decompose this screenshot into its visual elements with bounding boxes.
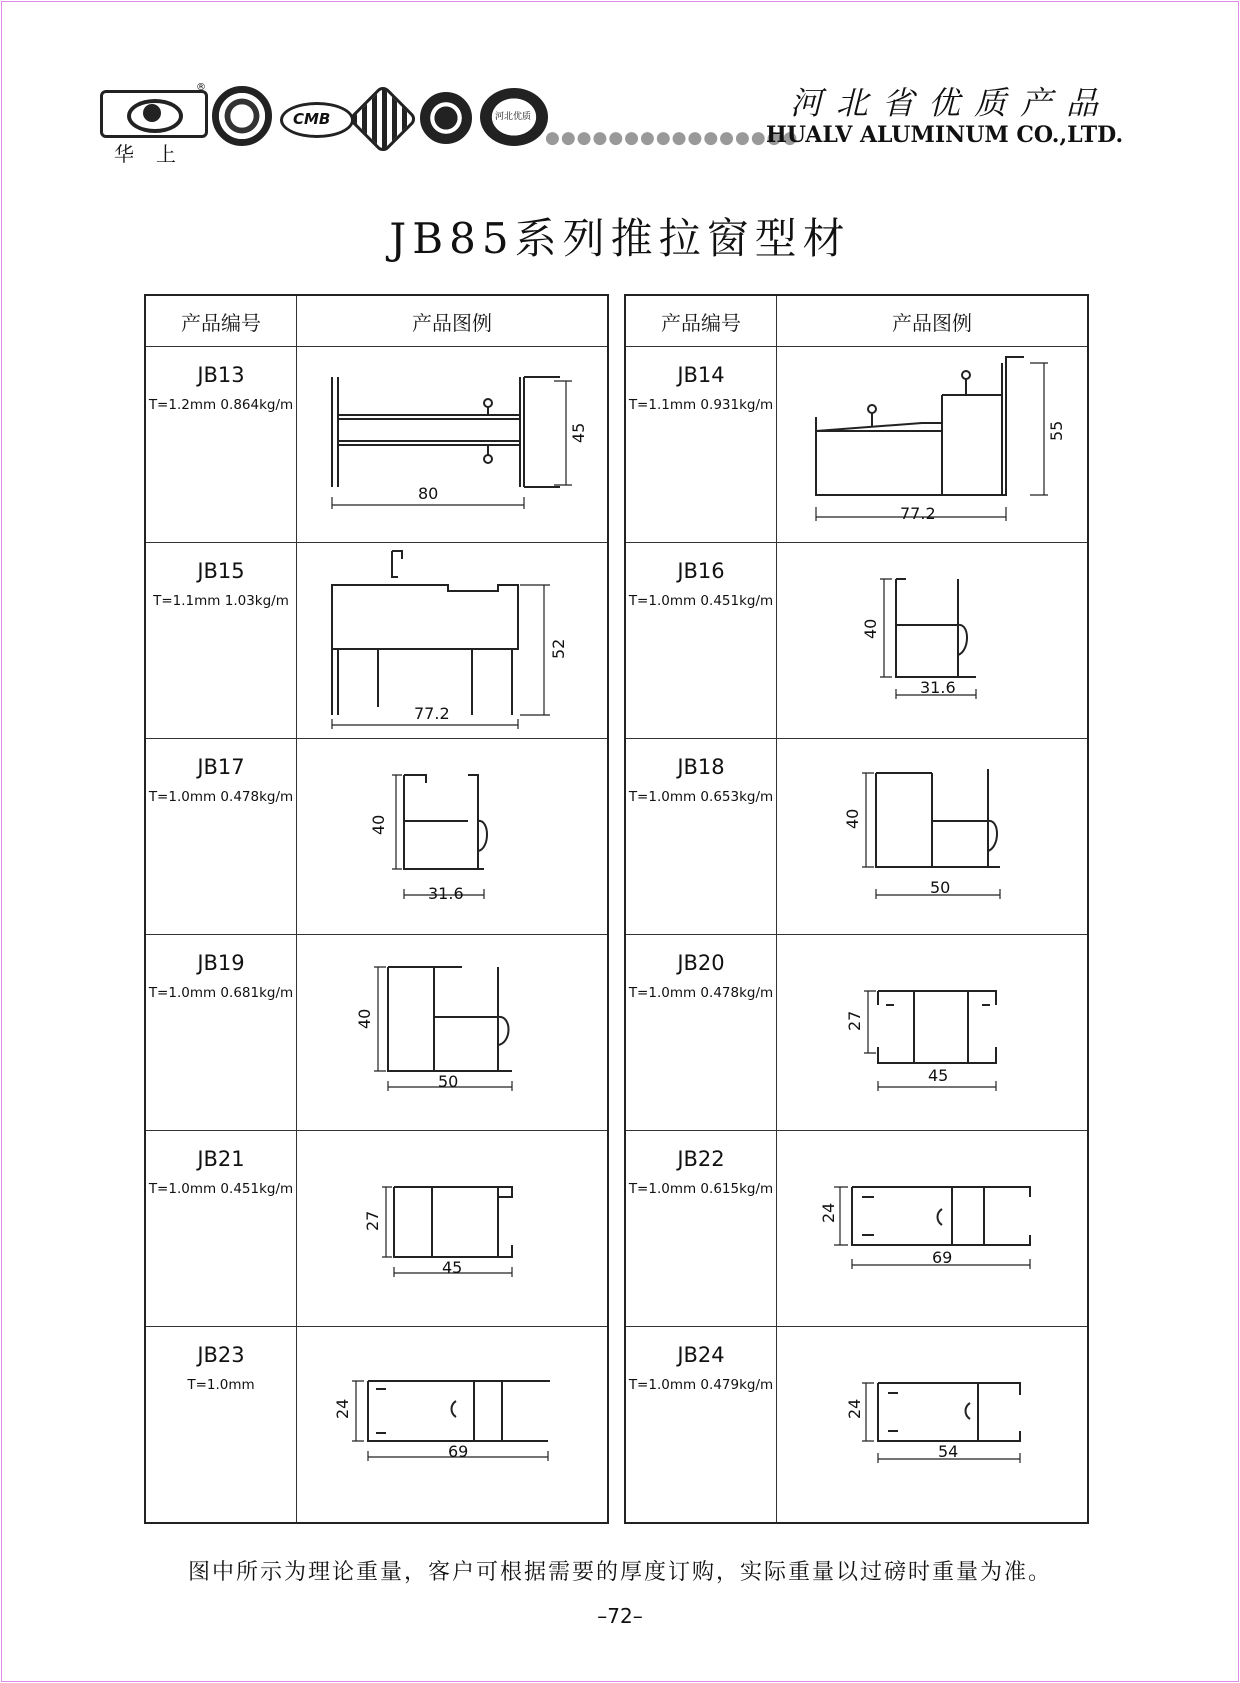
profile-drawing bbox=[782, 1131, 1082, 1321]
product-code: JB19 bbox=[197, 951, 245, 975]
header-figure: 产品图例 bbox=[777, 295, 1089, 347]
product-code: JB16 bbox=[677, 559, 725, 583]
product-row bbox=[625, 935, 1088, 1131]
product-table-left bbox=[144, 294, 609, 1524]
cmb-badge-text: CMB bbox=[293, 110, 331, 128]
product-spec: T=1.0mm 0.451kg/m bbox=[148, 1181, 294, 1197]
profile-drawing bbox=[782, 347, 1082, 537]
dim-height: 45 bbox=[569, 422, 588, 443]
product-spec: T=1.0mm 0.653kg/m bbox=[628, 789, 774, 805]
product-code: JB17 bbox=[197, 755, 245, 779]
product-spec: T=1.0mm 0.478kg/m bbox=[148, 789, 294, 805]
quality-mark-badge bbox=[348, 84, 419, 155]
dim-height: 40 bbox=[843, 808, 862, 829]
dim-width: 69 bbox=[932, 1248, 953, 1267]
dim-height: 40 bbox=[355, 1008, 374, 1029]
dim-width: 50 bbox=[930, 878, 951, 897]
product-row bbox=[625, 739, 1088, 935]
product-row bbox=[145, 543, 608, 739]
dim-height: 24 bbox=[333, 1398, 352, 1419]
dim-width: 50 bbox=[438, 1072, 459, 1091]
product-code: JB22 bbox=[677, 1147, 725, 1171]
registered-mark: ® bbox=[196, 82, 206, 93]
profile-drawing bbox=[302, 543, 602, 733]
product-row bbox=[145, 935, 608, 1131]
header-code: 产品编号 bbox=[625, 295, 777, 347]
dim-width: 45 bbox=[928, 1066, 949, 1085]
dim-width: 45 bbox=[442, 1258, 463, 1277]
logo-strip bbox=[100, 82, 540, 172]
cmb-badge bbox=[280, 102, 354, 138]
page-title: JB85系列推拉窗型材 bbox=[389, 214, 851, 263]
product-code: JB23 bbox=[197, 1343, 245, 1367]
header-dots: ●●●●●●●●●●●●●●●● bbox=[545, 128, 799, 148]
dim-height: 24 bbox=[819, 1202, 838, 1223]
product-row bbox=[625, 1327, 1088, 1524]
globe-certification-badge bbox=[212, 86, 272, 146]
product-spec: T=1.0mm 0.478kg/m bbox=[628, 985, 774, 1001]
header-cn-title: 河北省优质产品 bbox=[790, 84, 1113, 122]
product-row bbox=[625, 543, 1088, 739]
profile-drawing bbox=[782, 1327, 1082, 1517]
dim-width: 69 bbox=[448, 1442, 469, 1461]
dim-width: 31.6 bbox=[428, 884, 464, 903]
dim-width: 80 bbox=[418, 484, 439, 503]
dim-width: 31.6 bbox=[920, 678, 956, 697]
dim-height: 40 bbox=[369, 814, 388, 835]
header-code: 产品编号 bbox=[145, 295, 297, 347]
dim-height: 52 bbox=[549, 638, 568, 659]
emblem-badge bbox=[420, 92, 472, 144]
profile-drawing bbox=[302, 1327, 602, 1517]
product-spec: T=1.0mm bbox=[187, 1377, 255, 1393]
brand-name: 华上 bbox=[114, 142, 198, 166]
dim-height: 24 bbox=[845, 1398, 864, 1419]
product-spec: T=1.2mm 0.864kg/m bbox=[148, 397, 294, 413]
profile-drawing bbox=[782, 739, 1082, 929]
product-spec: T=1.0mm 0.479kg/m bbox=[628, 1377, 774, 1393]
profile-drawing bbox=[302, 1131, 602, 1321]
profile-drawing bbox=[302, 935, 602, 1125]
dim-height: 55 bbox=[1047, 420, 1066, 441]
product-row bbox=[145, 739, 608, 935]
product-spec: T=1.0mm 0.615kg/m bbox=[628, 1181, 774, 1197]
product-row bbox=[145, 1131, 608, 1327]
product-code: JB14 bbox=[677, 363, 725, 387]
product-code: JB13 bbox=[197, 363, 245, 387]
product-row bbox=[145, 1327, 608, 1524]
header-figure: 产品图例 bbox=[297, 295, 609, 347]
product-code: JB20 bbox=[677, 951, 725, 975]
page-number: –72– bbox=[597, 1604, 643, 1628]
product-spec: T=1.1mm 0.931kg/m bbox=[628, 397, 774, 413]
header-company-name: HUALV ALUMINUM CO.,LTD. bbox=[766, 122, 1124, 148]
product-row bbox=[625, 1131, 1088, 1327]
product-code: JB21 bbox=[197, 1147, 245, 1171]
dim-height: 27 bbox=[363, 1210, 382, 1231]
product-spec: T=1.1mm 1.03kg/m bbox=[153, 593, 289, 609]
dim-width: 77.2 bbox=[414, 704, 450, 723]
profile-drawing bbox=[782, 935, 1082, 1125]
dim-width: 77.2 bbox=[900, 504, 936, 523]
product-spec: T=1.0mm 0.451kg/m bbox=[628, 593, 774, 609]
product-table-right bbox=[624, 294, 1089, 1524]
product-code: JB24 bbox=[677, 1343, 725, 1367]
hebei-quality-badge bbox=[480, 88, 548, 146]
weight-note: 图中所示为理论重量，客户可根据需要的厚度订购，实际重量以过磅时重量为准。 bbox=[187, 1560, 1052, 1585]
hebei-quality-badge-text: 河北优质 bbox=[495, 112, 532, 122]
dim-height: 40 bbox=[861, 618, 880, 639]
product-code: JB18 bbox=[677, 755, 725, 779]
dim-width: 54 bbox=[938, 1442, 959, 1461]
profile-drawing bbox=[302, 347, 602, 537]
product-row bbox=[145, 347, 608, 543]
product-code: JB15 bbox=[197, 559, 245, 583]
product-row bbox=[625, 347, 1088, 543]
product-spec: T=1.0mm 0.681kg/m bbox=[148, 985, 294, 1001]
brand-logo bbox=[100, 90, 208, 138]
profile-drawing bbox=[302, 739, 602, 929]
profile-drawing bbox=[782, 543, 1082, 733]
dim-height: 27 bbox=[845, 1010, 864, 1031]
